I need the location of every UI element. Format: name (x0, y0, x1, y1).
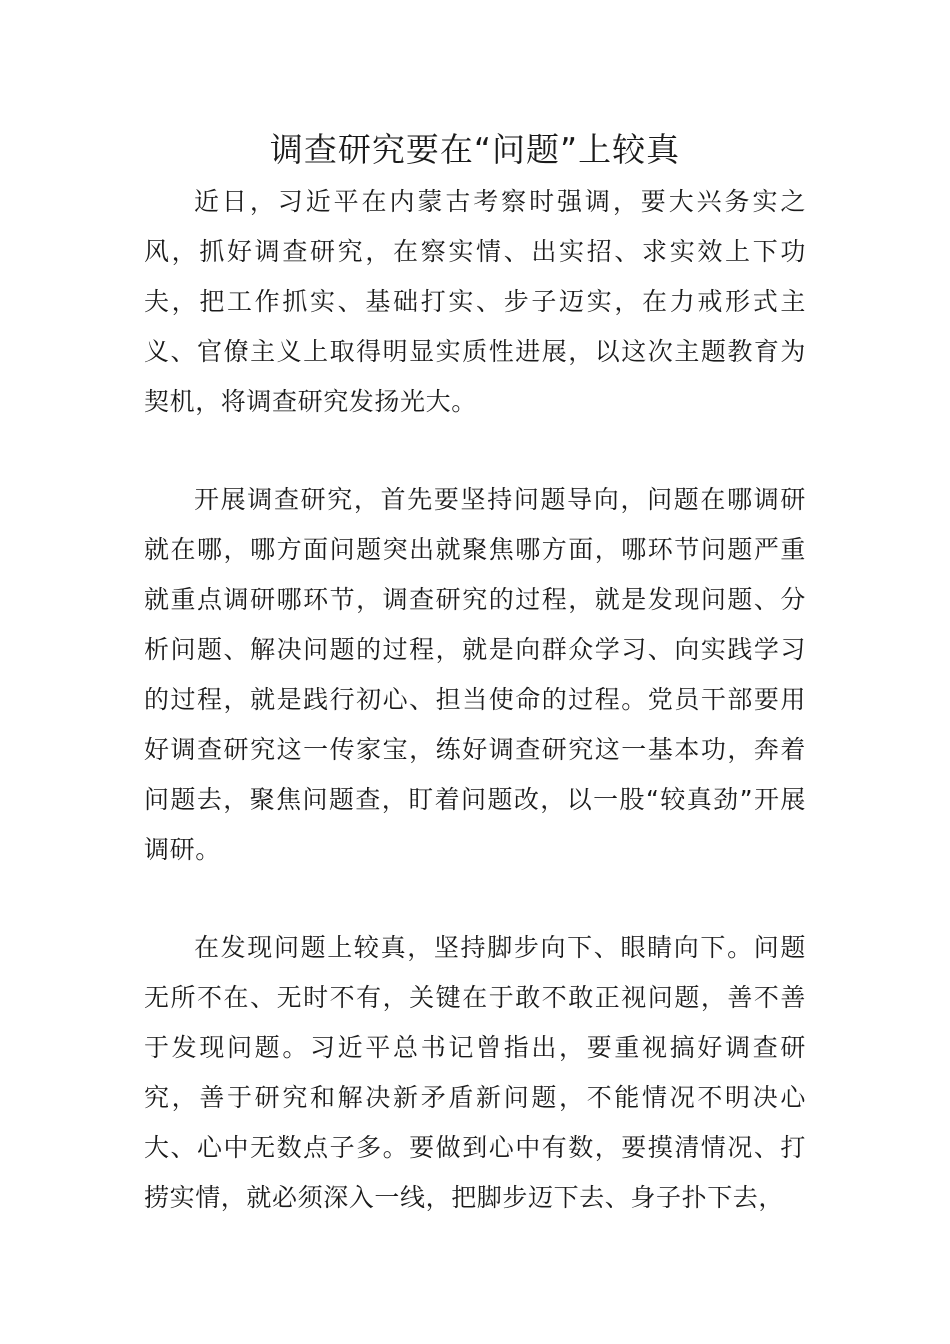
paragraph-3: 在发现问题上较真，坚持脚步向下、眼睛向下。问题无所不在、无时不有，关键在于敢不敢正视问题，善不善于发现问题。习近平总书记曾指出，要重视搞好调查研究，善于研究和解决新矛盾新问题，不能情况不明决心大、心中无数点子多。要做到心中有数，要摸清情况、打捞实情，就必须深入一线，把脚步迈下去、身子扑下去， (144, 933, 806, 1212)
paragraph-2: 开展调查研究，首先要坚持问题导向，问题在哪调研就在哪，哪方面问题突出就聚焦哪方面，哪环节问题严重就重点调研哪环节，调查研究的过程，就是发现问题、分析问题、解决问题的过程，就是向群众学习、向实践学习的过程，就是践行初心、担当使命的过程。党员干部要用好调查研究这一传家宝，练好调查研究这一基本功，奔着问题去，聚焦问题查，盯着问题改，以一股“较真劲”开展调研。 (144, 485, 806, 864)
paragraph-1: 近日，习近平在内蒙古考察时强调，要大兴务实之风，抓好调查研究，在察实情、出实招、求实效上下功夫，把工作抓实、基础打实、步子迈实，在力戒形式主义、官僚主义上取得明显实质性进展，以这次主题教育为契机，将调查研究发扬光大。 (144, 187, 806, 416)
document-title: 调查研究要在“问题”上较真 (269, 130, 681, 169)
